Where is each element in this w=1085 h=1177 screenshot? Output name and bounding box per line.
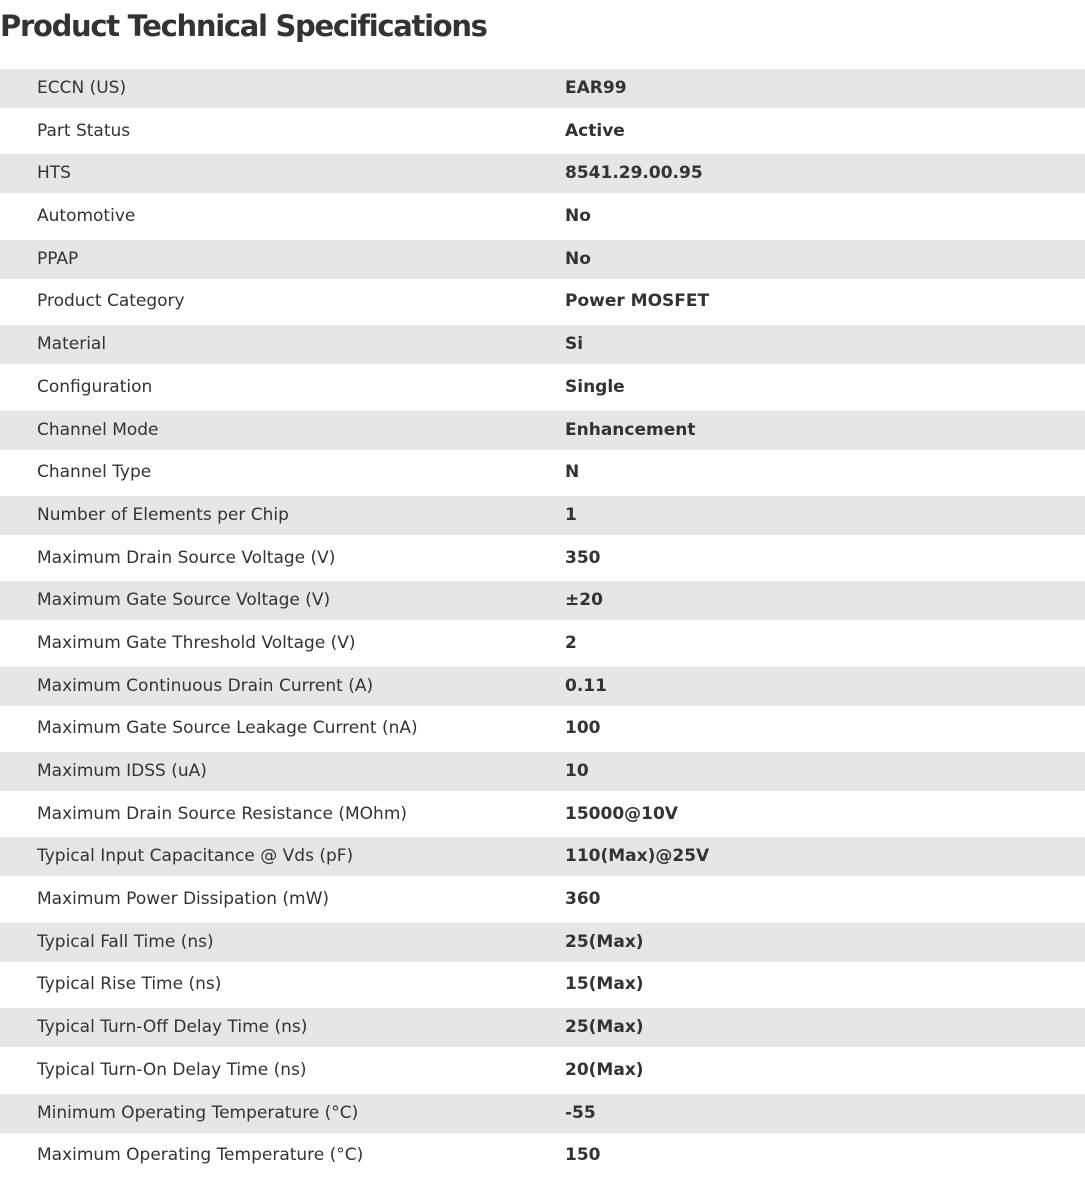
spec-value: Single bbox=[565, 376, 625, 397]
spec-value: 100 bbox=[565, 718, 601, 739]
spec-value: Enhancement bbox=[565, 419, 696, 440]
spec-value: No bbox=[565, 206, 591, 227]
spec-label: Channel Mode bbox=[37, 419, 159, 440]
spec-value: 110(Max)@25V bbox=[565, 846, 710, 867]
spec-label: Maximum Gate Source Voltage (V) bbox=[37, 590, 331, 611]
row-shade bbox=[0, 411, 1085, 450]
spec-row bbox=[0, 707, 1085, 750]
spec-label: Maximum Continuous Drain Current (A) bbox=[37, 675, 374, 696]
spec-label: Typical Turn-Off Delay Time (ns) bbox=[37, 1017, 308, 1038]
spec-value: -55 bbox=[565, 1102, 596, 1123]
spec-label: Automotive bbox=[37, 206, 136, 227]
spec-row bbox=[0, 665, 1085, 708]
spec-value: N bbox=[565, 462, 580, 483]
spec-row bbox=[0, 579, 1085, 622]
spec-label: Maximum Power Dissipation (mW) bbox=[37, 889, 330, 910]
spec-row bbox=[0, 152, 1085, 195]
spec-value: 8541.29.00.95 bbox=[565, 163, 703, 184]
spec-row bbox=[0, 1049, 1085, 1092]
spec-row bbox=[0, 451, 1085, 494]
row-shade bbox=[0, 154, 1085, 193]
page-title: Product Technical Specifications bbox=[0, 9, 487, 43]
spec-row bbox=[0, 793, 1085, 836]
spec-label: PPAP bbox=[37, 248, 79, 269]
spec-row bbox=[0, 195, 1085, 238]
spec-label: Typical Input Capacitance @ Vds (pF) bbox=[37, 846, 354, 867]
spec-label: Product Category bbox=[37, 291, 185, 312]
spec-row bbox=[0, 622, 1085, 665]
spec-label: HTS bbox=[37, 163, 71, 184]
spec-row bbox=[0, 323, 1085, 366]
row-shade bbox=[0, 240, 1085, 279]
spec-row bbox=[0, 921, 1085, 964]
spec-value: Si bbox=[565, 334, 584, 355]
spec-value: 2 bbox=[565, 632, 577, 653]
spec-value: Power MOSFET bbox=[565, 291, 710, 312]
spec-label: Part Status bbox=[37, 120, 131, 141]
spec-row bbox=[0, 1134, 1085, 1177]
spec-table bbox=[0, 67, 1085, 1177]
spec-row bbox=[0, 494, 1085, 537]
spec-label: Typical Fall Time (ns) bbox=[37, 931, 214, 952]
spec-row bbox=[0, 537, 1085, 580]
spec-row bbox=[0, 963, 1085, 1006]
spec-value: 360 bbox=[565, 889, 601, 910]
spec-label: Configuration bbox=[37, 376, 153, 397]
spec-row bbox=[0, 1006, 1085, 1049]
spec-label: Maximum Gate Source Leakage Current (nA) bbox=[37, 718, 418, 739]
spec-label: Maximum Operating Temperature (°C) bbox=[37, 1145, 364, 1166]
spec-label: Material bbox=[37, 334, 107, 355]
spec-label: Typical Rise Time (ns) bbox=[37, 974, 222, 995]
spec-row bbox=[0, 110, 1085, 153]
spec-value: 0.11 bbox=[565, 675, 607, 696]
spec-label: Maximum Gate Threshold Voltage (V) bbox=[37, 632, 356, 653]
spec-value: 350 bbox=[565, 547, 601, 568]
spec-value: ±20 bbox=[565, 590, 603, 611]
spec-value: 20(Max) bbox=[565, 1059, 644, 1080]
spec-label: Minimum Operating Temperature (°C) bbox=[37, 1102, 359, 1123]
spec-value: 25(Max) bbox=[565, 1017, 644, 1038]
spec-value: 150 bbox=[565, 1145, 601, 1166]
spec-value: EAR99 bbox=[565, 78, 627, 98]
spec-value: 15000@10V bbox=[565, 803, 678, 824]
spec-row bbox=[0, 750, 1085, 793]
spec-label: Number of Elements per Chip bbox=[37, 504, 289, 525]
spec-row bbox=[0, 409, 1085, 452]
spec-value: Active bbox=[565, 120, 625, 141]
spec-value: 10 bbox=[565, 761, 589, 781]
spec-label: ECCN (US) bbox=[37, 78, 127, 98]
spec-label: Typical Turn-On Delay Time (ns) bbox=[37, 1059, 307, 1080]
spec-label: Maximum IDSS (uA) bbox=[37, 761, 207, 781]
spec-value: 1 bbox=[565, 504, 577, 525]
spec-value: 25(Max) bbox=[565, 931, 644, 952]
spec-row bbox=[0, 238, 1085, 281]
spec-row bbox=[0, 1092, 1085, 1135]
spec-row bbox=[0, 366, 1085, 409]
spec-label: Maximum Drain Source Voltage (V) bbox=[37, 547, 336, 568]
spec-row bbox=[0, 280, 1085, 323]
spec-row bbox=[0, 835, 1085, 878]
spec-value: No bbox=[565, 248, 591, 269]
row-shade bbox=[0, 69, 1085, 108]
spec-value: 15(Max) bbox=[565, 974, 644, 995]
spec-row bbox=[0, 67, 1085, 110]
row-shade bbox=[0, 325, 1085, 364]
spec-row bbox=[0, 878, 1085, 921]
spec-label: Channel Type bbox=[37, 462, 152, 483]
spec-label: Maximum Drain Source Resistance (MOhm) bbox=[37, 803, 408, 824]
